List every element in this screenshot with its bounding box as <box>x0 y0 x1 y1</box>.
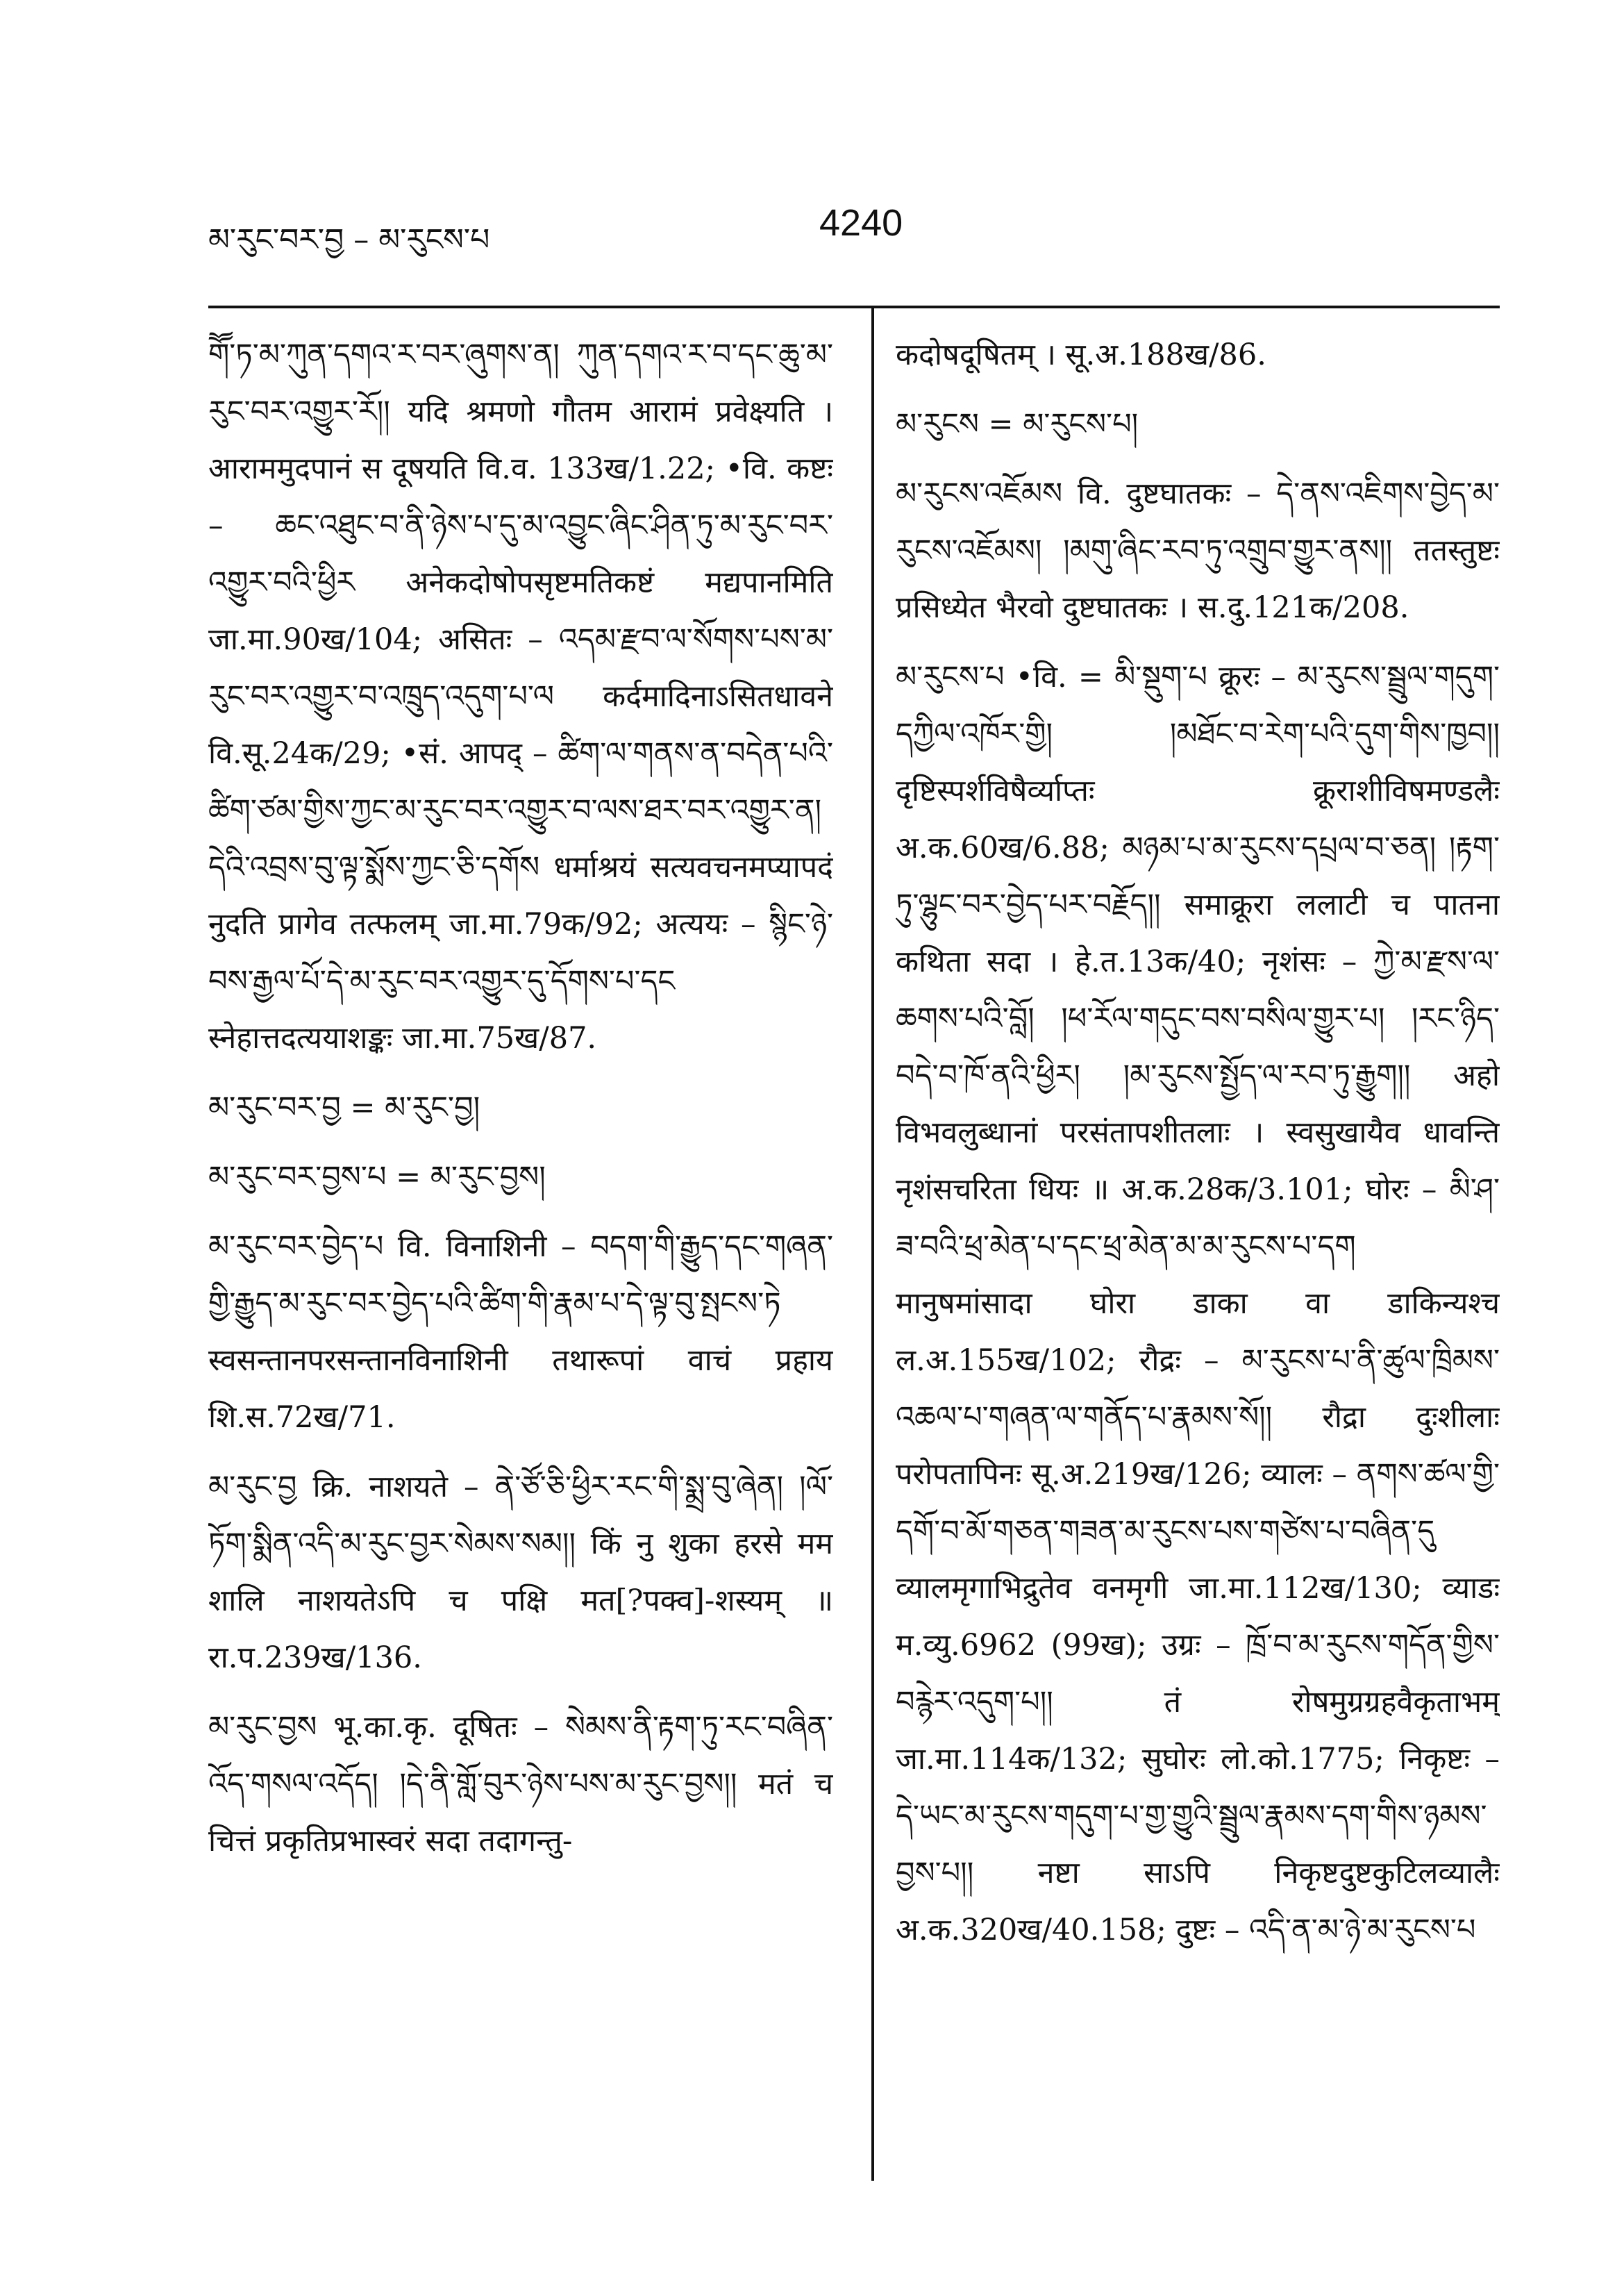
entry-ma-rung-bya: མ་རུང་བྱ क्रि. नाशयते – ནེ་ཙོ་ཅི་ཕྱིར་རང་གི་སྨྲ་བུ་ཞེན། །ལོ་ཏོག་སྨིན་འདི་མ་རུང་བྱར་སེམས་སམ།། किं नु शुका हरसे मम शालि नाशयतेऽपि च पक्षि मत[?पक्व]-शस्यम् ॥ रा.प.239ख/136. <box>208 1470 833 1675</box>
page-number: 4240 <box>819 202 903 244</box>
header-rule <box>208 306 1500 308</box>
entry-ma-rung-bar-byas-pa: མ་རུང་བར་བྱས་པ = མ་རུང་བྱས། <box>208 1160 546 1195</box>
running-head: མ་རུང་བར་བྱ – མ་རུངས་པ <box>208 222 490 258</box>
left-column <box>208 326 833 2202</box>
right-column <box>896 326 1500 2202</box>
entry-ma-rung-bar-byed-pa: མ་རུང་བར་བྱེད་པ वि. विनाशिनी – བདག་གི་རྒྱུད་དང་གཞན་གྱི་རྒྱུད་མ་རུང་བར་བྱེད་པའི་ཚིག་གི་རྣམ་པ་དེ་ལྟ་བུ་སྤངས་ཏེ स्वसन्तानपरसन्तानविनाशिनी तथारूपां वाचं प्रहाय शि.स.72ख/71. <box>208 1229 833 1435</box>
entry-ma-rungs-pa: མ་རུངས་པ •वि. = མི་སྡུག་པ क्रूरः – མ་རུངས་སྦྲུལ་གདུག་དཀྱིལ་འཁོར་གྱི། །མཐོང་བ་རེག་པའི་དུག་གིས་ཁྱབ།། दृष्टिस्पर्शविषैर्व्याप्तः क्रूराशीविषमण्डलैः अ.क.60ख/6.88; མཉམ་པ་མ་རུངས་དཔྲལ་བ་ཅན། །རྟག་ཏུ་ལྷུང་བར་བྱེད་པར་བརྗོད།། समाक्रूरा ललाटी च पातना कथिता सदा । हे.त.13क/40; नृशंसः – ཀྱེ་མ་རྫས་ལ་ཆགས་པའི་བློ། །ཕ་རོལ་གདུང་བས་བསིལ་གྱུར་པ། །རང་ཉིད་བདེ་བ་ཁོ་ནའི་ཕྱིར། །མ་རུངས་སྤྱོད་ལ་རབ་ཏུ་རྒྱུག།། अहो विभवलुब्धानां परसंतापशीतलाः । स्वसुखायैव धावन्ति नृशंसचरिता धियः ॥ अ.क.28क/3.101; घोरः – མི་ཤ་ཟ་བའི་ཕྲ་མེན་པ་དང་ཕྲ་མེན་མ་མ་རུངས་པ་དག मानुषमांसादा घोरा डाका वा डाकिन्यश्च ल.अ.155ख/102; रौद्रः – མ་རུངས་པ་ནི་ཚུལ་ཁྲིམས་འཆལ་པ་གཞན་ལ་གནོད་པ་རྣམས་སོ།། रौद्रा दुःशीलाः परोपतापिनः सू.अ.219ख/126; व्यालः – ནགས་ཚལ་གྱི་དགོ་བ་མོ་གཅན་གཟན་མ་རུངས་པས་གཙེས་པ་བཞིན་དུ व्यालमृगाभिद्रुतेव वनमृगी जा.मा.112ख/130; व्याडः म.व्यु.6962 (99ख); उग्रः – ཁྲོ་བ་མ་རུངས་གདོན་གྱིས་བརྙེར་འདུག་པ།། तं रोषमुग्रग्रहवैकृताभम् जा.मा.114क/132; सुघोरः लो.को.1775; निकृष्टः – དེ་ཡང་མ་རུངས་གདུག་པ་གྱ་གྱུའི་སྦྲུལ་རྣམས་དག་གིས་ཉམས་བྱས་པ།། नष्टा साऽपि निकृष्टदुष्टकुटिलव्यालैः अ.क.320ख/40.158; दुष्टः – འདི་ན་མ་ཉེ་མ་རུངས་པ <box>896 660 1500 1947</box>
entry-ma-rungs-joms: མ་རུངས་འཇོམས वि. दुष्टघातकः – དེ་ནས་འཇིགས་བྱེད་མ་རུངས་འཇོམས། །མགུ་ཞིང་རབ་ཏུ་འགྲུབ་གྱུར་ནས།། ततस्तुष्टः प्रसिध्येत भैरवो दुष्टघातकः । स.दु.121क/208. <box>896 476 1500 625</box>
entry-ma-rung-bar-bya: མ་རུང་བར་བྱ = མ་རུང་བྱ། <box>208 1090 480 1125</box>
entry-continuation: གཽ་ཏ་མ་ཀུན་དགའ་ར་བར་ཞུགས་ན། ཀུན་དགའ་ར་བ་དང་ཆུ་མ་རུང་བར་འགྱུར་རོ།། यदि श्रमणो गौतम आरामं प्रवेक्ष्यति । आराममुदपानं स दूषयति वि.व. 133ख/1.22; •वि. कष्टः – ཆང་འཐུང་བ་ནི་ཉེས་པ་དུ་མ་འབྱུང་ཞིང་ཤིན་ཏུ་མ་རུང་བར་འགྱུར་བའི་ཕྱིར अनेकदोषोपसृष्टमतिकष्टं मद्यपानमिति जा.मा.90ख/104; असितः – འདམ་རྫབ་ལ་སོགས་པས་མ་རུང་བར་འགྱུར་བ་འཁྲུད་འདུག་པ་ལ कर्दमादिनाऽसितधावने वि.सू.24क/29; •सं. आपद् – ཚིག་ལ་གནས་ན་བདེན་པའི་ཚིག་ཙམ་གྱིས་ཀྱང་མ་རུང་བར་འགྱུར་བ་ལས་ཐར་བར་འགྱུར་ན། དེའི་འབྲས་བུ་ལྟ་སྨོས་ཀྱང་ཅི་དགོས धर्माश्रयं सत्यवचनमप्यापदं नुदति प्रागेव तत्फलम् जा.मा.79क/92; अत्ययः – སྙིང་ཉེ་བས་རྒྱལ་པོ་དེ་མ་རུང་བར་འགྱུར་དུ་དོགས་པ་དང स्नेहात्तदत्ययाशङ्कः जा.मा.75ख/87. <box>208 338 833 1056</box>
entry-ma-rung-byas: མ་རུང་བྱས भू.का.कृ. दूषितः – སེམས་ནི་རྟག་ཏུ་རང་བཞིན་འོད་གསལ་འདོད། །དེ་ནི་གློ་བུར་ཉེས་པས་མ་རུང་བྱས།། मतं च चित्तं प्रकृतिप्रभास्वरं सदा तदागन्तु- <box>208 1710 833 1858</box>
entry-ma-rungs: མ་རུངས = མ་རུངས་པ། <box>896 407 1139 442</box>
column-divider <box>871 306 874 2181</box>
entry-continuation-right: कदोषदूषितम् । सू.अ.188ख/86. <box>896 338 1266 372</box>
